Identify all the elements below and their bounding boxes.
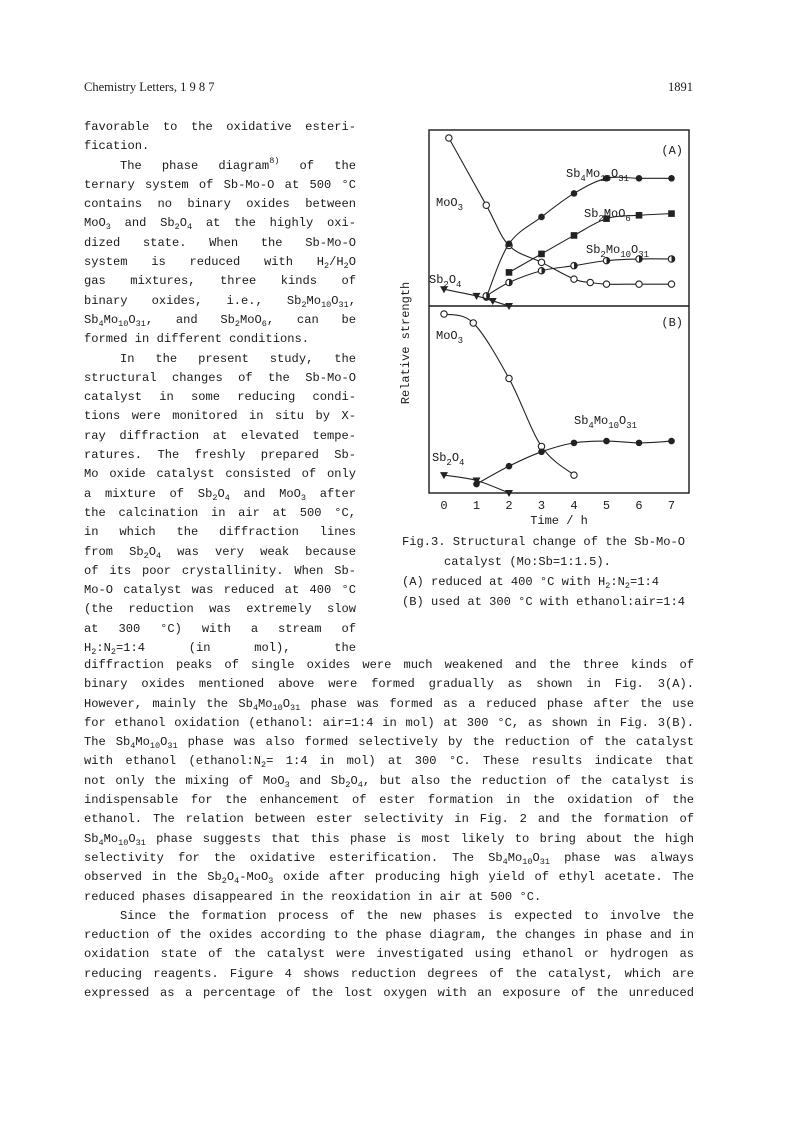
text-run: Mo [258,696,273,711]
text-run: Since the formation process of the new phases is expected to involve the [120,908,694,923]
label-run: O [451,451,460,465]
data-point-sb2mo10o31 [538,268,544,274]
data-point-moo3 [483,202,489,208]
text-run: fication. [84,139,150,154]
text-run: catalyst in some reducing condi- [84,390,356,405]
text-run: 2 [143,550,149,561]
text-run: MoO [240,312,262,327]
text-line [84,620,356,639]
text-run: contains no binary oxides between [84,197,356,212]
text-line [84,965,694,984]
text-line [84,350,356,369]
label-run: 7 [667,499,676,513]
text-run: 3 [300,492,306,503]
text-run: Mo-O catalyst was reduced at 400 °C [84,583,356,598]
text-run: 3 [105,222,111,233]
text-run: and Sb [110,216,175,231]
text-line [84,868,694,887]
text-run: 2 [345,779,351,790]
text-line [84,695,694,714]
text-run: ethanol. The relation between ester selectivity in Fig. 2 and the formation of [84,812,694,827]
label-run: 3 [537,499,546,513]
text-run: 3 [284,779,290,790]
text-run: , and Sb [145,312,235,327]
data-point-sb4mo10o31 [668,175,675,182]
data-point-moo3 [571,276,577,282]
text-run: 8) [269,155,280,166]
text-line [84,407,356,426]
text-run: Mo [103,831,119,846]
text-run: O [128,312,136,327]
text-run: 2 [110,647,116,658]
text-run: system is reduced with H [84,255,324,270]
text-run: (the reduction was extremely slow [84,602,356,617]
data-point-sb2moo6 [538,251,545,258]
label-run: 4 [580,174,586,184]
data-point-sb2moo6 [668,210,675,217]
text-line [84,427,356,446]
text-run: 2 [343,261,349,272]
data-point-sb2moo6 [571,232,578,239]
text-run: in which the diffraction lines [84,525,356,540]
series-label-moo3 [436,196,463,213]
data-point-moo3 [538,259,544,265]
text-run: However, mainly the Sb [84,696,253,711]
text-run: favorable to the oxidative esteri- [84,120,356,134]
text-run: O [350,773,358,788]
text-run: the calcination in air at 500 °C, [84,505,356,520]
text-run: ratures. The freshly prepared Sb- [84,448,356,463]
text-line [84,176,356,195]
text-line [84,810,694,829]
text-run: with ethanol (ethanol:N [84,754,262,769]
text-line [84,581,356,600]
text-run: O [331,293,339,308]
data-point-sb2mo10o31 [571,262,577,268]
data-point-sb4mo10o31 [506,241,513,248]
x-tick-label [473,499,480,513]
data-point-moo3 [506,375,512,381]
text-run: binary oxides mentioned above were formed gradually as shown in Fig. 3(A). [84,677,694,692]
text-line [84,388,356,407]
text-line [84,888,694,907]
text-run: =1:4 (in mol), the [116,641,356,656]
text-run: H [84,641,92,656]
text-line [84,849,694,868]
data-point-sb4mo10o31 [636,175,643,182]
text-run: 10 [522,856,533,867]
text-run: tions were monitored in situ by X- [84,409,356,424]
text-run: and MoO [229,486,301,501]
text-run: O [282,696,291,711]
text-run: phase was also formed selectively by the reduction of the catalyst [177,735,695,750]
text-run: 31 [290,702,301,713]
text-run: ray diffraction at elevated tempe- [84,428,356,443]
label-run: O [448,273,457,287]
text-line [402,592,685,612]
label-run: 2 [443,280,449,290]
running-header-journal: Chemistry Letters, 1 9 8 7 [84,80,215,94]
text-run: , can be [266,312,356,327]
text-run: 4 [155,550,162,561]
text-run: 31 [338,299,349,310]
text-run: Sb [84,312,99,327]
x-tick-label [505,499,512,513]
data-point-sb4mo10o31 [636,440,643,447]
text-line [84,523,356,542]
text-line [84,926,694,945]
data-point-sb4mo10o31 [603,438,610,445]
text-run: Sb [84,831,99,846]
text-run: 10 [272,702,283,713]
label-run: MoO [436,329,458,343]
data-point-sb4mo10o31 [571,190,578,197]
text-line [84,562,356,581]
text-run: 10 [149,741,161,752]
data-point-sb4mo10o31 [668,438,675,445]
text-run: oxide after producing high yield of ethyl acetate. The [273,870,694,885]
label-run: Sb [429,273,444,287]
x-tick-label [603,499,610,513]
text-run: 10 [118,837,129,848]
text-run: reduced phases disappeared in the reoxidation in air at 500 °C. [84,889,542,904]
series-line-sb4mo10o31 [486,177,671,297]
text-line [84,945,694,964]
text-run: 31 [539,856,550,867]
label-run: Sb [574,414,589,428]
text-run: = 1:4 in mol) at 300 °C. These results indicate that [266,754,695,769]
label-run: 10 [620,250,632,260]
text-line [84,311,356,330]
text-line [84,543,356,562]
text-line [84,118,356,137]
data-point-sb2moo6 [506,269,513,276]
text-run: 31 [135,318,146,329]
figure-caption [402,532,685,612]
data-point-sb4mo10o31 [506,463,513,470]
text-line [84,656,694,675]
text-run: Mo [135,735,150,750]
text-run: indispensable for the enhancement of ester formation in the oxidation of the [84,793,694,808]
left-column-text [84,118,356,658]
text-line [84,446,356,465]
text-run: O [217,486,225,501]
text-run: 4 [98,318,104,329]
text-run: catalyst (Mo:Sb=1:1.5). [444,555,611,569]
label-run: Time / h [530,514,588,528]
data-point-moo3 [441,311,447,317]
text-run: ternary system of Sb-Mo-O at 500 °C [84,177,356,192]
label-run: 10 [608,421,620,431]
panel-label-a: (A) [661,144,683,158]
label-run: Sb [586,243,601,257]
data-point-moo3 [446,135,452,141]
text-run: phase was always [549,850,694,865]
text-run: , [348,293,356,308]
data-point-moo3 [603,281,609,287]
label-run: Sb [584,207,599,221]
label-run: Sb [432,451,447,465]
text-run: O [532,850,540,865]
label-run: 4 [459,458,465,468]
text-run: /H [329,255,344,270]
label-run: Mo [585,167,601,181]
label-run: O [631,243,639,257]
data-point-moo3 [470,320,476,326]
text-run: 4 [357,779,363,790]
text-run: 2 [301,299,307,310]
text-run: at 300 °C) with a stream of [84,621,356,636]
label-run: Mo [593,414,609,428]
text-run: Mo oxide catalyst consisted of only [84,467,356,482]
text-line [84,195,356,214]
text-line [84,253,356,272]
text-run: (B) used at 300 °C with ethanol:air=1:4 [402,595,686,609]
text-line [84,984,694,1003]
text-run: diffraction peaks of single oxides were much weakened and the three kinds of [84,658,694,672]
text-line [84,369,356,388]
text-run: MoO [84,216,106,231]
label-run: 4 [570,499,578,513]
series-line-sb2mo10o31 [486,259,671,296]
data-point-moo3 [636,281,642,287]
data-point-sb2mo10o31 [668,256,674,262]
text-run: , but also the reduction of the catalyst is [362,773,694,788]
text-line [84,234,356,253]
text-run: 2 [212,492,218,503]
text-run: (A) reduced at 400 °C with H [402,575,606,589]
label-run: MoO [436,196,458,210]
text-run: phase was formed as a reduced phase after the use [300,696,694,711]
text-run: The phase diagram [120,158,270,173]
text-line [84,772,694,791]
text-run: 4 [502,856,508,867]
label-run: 6 [635,499,643,513]
text-run: Mo [103,312,119,327]
text-line [84,485,356,504]
page-number: 1891 [668,80,693,94]
text-line [84,330,356,349]
text-run: 4 [130,741,136,752]
figure-3-chart [388,128,698,528]
text-run: Mo [306,293,322,308]
x-tick-label [668,499,675,513]
text-run: 10 [321,299,332,310]
label-run: O [619,414,627,428]
label-run: 10 [600,174,612,184]
text-run: :N [610,575,625,589]
label-run: O [611,167,619,181]
text-run: 2 [91,647,97,658]
text-run: reduction of the oxides according to the phase diagram, the changes in phase and in [84,928,694,943]
text-run: oxidation state of the catalyst were investigated using ethanol or hydrogen as [84,947,694,962]
text-run: :N [96,641,111,656]
series-line-moo3 [444,314,574,475]
text-run: O [226,870,235,885]
x-axis-label [530,514,588,528]
text-run: In the present study, the [120,351,356,366]
series-label-moo3 [436,329,463,346]
data-point-moo3 [668,281,674,287]
label-run: 2 [598,214,604,224]
data-point-sb4mo10o31 [538,449,545,456]
text-line [84,600,356,619]
text-run: O [128,831,136,846]
text-run: and Sb [289,773,346,788]
text-run: after [305,486,357,501]
text-run: 2 [624,581,630,591]
text-run: not only the mixing of MoO [84,773,285,788]
text-line [84,791,694,810]
text-run: O [348,255,356,270]
text-line [84,504,356,523]
text-line [84,675,694,694]
text-run: at the highly oxi- [192,216,356,231]
text-run: was very weak because [161,544,356,559]
text-run: binary oxides, i.e., Sb [84,293,302,308]
text-line [84,292,356,311]
plot-frame [429,130,689,493]
text-line [84,272,356,291]
text-line [84,714,694,733]
label-run: 6 [625,214,631,224]
text-run: Mo [507,850,523,865]
data-point-sb4mo10o31 [571,440,578,447]
text-run: phase suggests that this phase is most likely to bring about the high [145,831,694,846]
text-line [84,214,356,233]
text-run: 4 [98,837,104,848]
text-run: -MoO [239,870,269,885]
series-label-sb2o4 [429,273,461,290]
label-run: 5 [602,499,611,513]
text-run: formed in different conditions. [84,332,309,347]
text-run: 6 [261,318,267,329]
text-run: O [179,216,188,231]
text-line [84,733,694,752]
label-run: 31 [618,174,630,184]
text-run: 4 [234,876,240,887]
x-tick-label [570,499,577,513]
text-run: 31 [167,741,178,752]
x-tick-label [635,499,642,513]
text-run: a mixture of Sb [84,486,213,501]
data-point-moo3 [587,279,593,285]
text-run: 2 [605,581,611,591]
text-run: The Sb [84,735,131,750]
text-run: =1:4 [629,575,659,589]
text-run: selectivity for the oxidative esterification. The Sb [84,850,503,865]
data-point-moo3 [571,472,577,478]
text-run: of its poor crystallinity. When Sb- [84,563,356,578]
text-line [84,752,694,771]
text-line [84,157,356,176]
text-line [402,552,685,572]
y-axis-label: Relative strength [399,281,413,405]
label-run: 3 [457,336,464,346]
text-run: 4 [187,222,193,233]
series-label-sb4mo10o31 [574,414,637,431]
label-run: 4 [456,280,462,290]
text-line [84,465,356,484]
text-run: 2 [234,318,241,329]
text-run: 2 [221,876,227,887]
series-label-sb2o4 [432,451,464,468]
text-run: 10 [118,318,129,329]
label-run: Sb [566,167,581,181]
text-run: observed in the Sb [84,870,222,885]
text-line [84,830,694,849]
label-run: 2 [505,499,513,513]
text-run: Fig.3. Structural change of the Sb-Mo-O [402,535,686,549]
text-line [402,572,685,592]
text-run: O [148,544,156,559]
label-run: 0 [440,499,448,513]
text-run: expressed as a percentage of the lost oxygen with an exposure of the unreduced [84,986,694,1001]
text-run: from Sb [84,544,144,559]
data-point-sb4mo10o31 [538,214,545,221]
data-point-sb2moo6 [636,212,643,219]
text-run: 4 [252,702,259,713]
label-run: 2 [600,250,606,260]
text-run: 4 [224,492,230,503]
label-run: 3 [457,203,464,213]
label-run: 1 [472,499,481,513]
text-run: 3 [268,876,274,887]
label-run: 31 [638,250,650,260]
label-run: 4 [588,421,594,431]
text-run: dized state. When the Sb-Mo-O [84,235,356,250]
text-run: for ethanol oxidation (ethanol: air=1:4 in mol) at 300 °C, as shown in Fig. 3(B). [84,715,694,730]
text-run: 31 [135,837,146,848]
text-line [84,907,694,926]
label-run: 2 [446,458,452,468]
label-run: Mo [605,243,621,257]
text-run: reducing reagents. Figure 4 shows reduction degrees of the catalyst, which are [84,966,694,981]
text-line [402,532,685,552]
text-line [84,137,356,156]
x-tick-label [440,499,447,513]
label-run: MoO [603,207,626,221]
text-run: 2 [324,261,330,272]
series-label-sb2mo10o31 [586,243,649,260]
x-tick-label [538,499,545,513]
label-run: 31 [626,421,638,431]
text-run: O [160,735,168,750]
text-run: gas mixtures, three kinds of [84,274,356,289]
data-point-sb2mo10o31 [506,279,512,285]
text-run: 2 [261,760,267,771]
text-run: of the [279,158,356,173]
text-run: 2 [174,222,180,233]
text-run: structural changes of the Sb-Mo-O [84,370,356,385]
panel-label-b: (B) [661,316,683,330]
body-text [84,656,694,1003]
